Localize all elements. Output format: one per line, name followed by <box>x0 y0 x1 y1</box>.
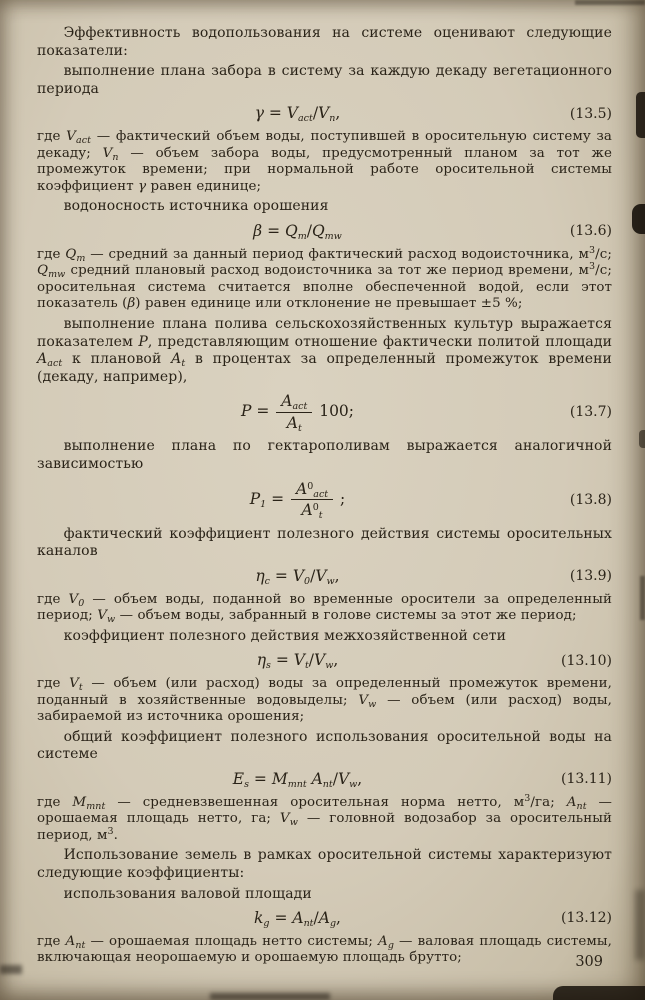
formula-block <box>37 480 612 520</box>
variable: Q <box>37 263 49 279</box>
subscript: act <box>292 401 308 413</box>
variable: M <box>72 794 87 810</box>
text-run: водоносность источника орошения <box>63 198 329 215</box>
text-run: в процентах за определенный промежуток времени (декаду, например), <box>37 351 612 385</box>
variable: V <box>279 811 290 827</box>
formula-expression <box>37 392 558 432</box>
variable: V <box>66 128 76 144</box>
text-run: , <box>336 909 341 928</box>
subscript: c <box>264 576 270 588</box>
subscript: 1 <box>260 498 267 510</box>
subscript: 0 <box>304 576 311 588</box>
formula-number: (13.11) <box>560 771 612 788</box>
text-run: где <box>37 246 66 262</box>
subscript: act <box>298 113 313 125</box>
paragraph <box>37 592 612 625</box>
variable: A <box>318 909 330 928</box>
subscript: act <box>47 358 63 370</box>
variable: k <box>254 909 264 928</box>
paragraph <box>37 63 612 98</box>
scan-artifact <box>632 204 645 234</box>
subscript: n <box>329 113 336 125</box>
scan-artifact <box>0 965 22 974</box>
variable: V <box>97 608 108 624</box>
subscript: w <box>326 576 335 588</box>
subscript: act <box>313 488 329 500</box>
variable: Q <box>284 221 298 240</box>
variable: A <box>65 933 76 949</box>
subscript: m <box>76 252 86 264</box>
formula-block <box>37 104 612 123</box>
page-content <box>37 22 612 967</box>
paragraph <box>37 244 612 313</box>
text-run: — объем забора воды, предусмотренный планом за тот же промежуток времени; при нормальной работе оросительной системы коэффициент <box>37 145 612 194</box>
paragraph <box>37 526 612 561</box>
variable: V <box>358 692 369 708</box>
subscript: mw <box>48 269 66 281</box>
text-run: = <box>266 489 290 508</box>
text-run: — валовая площадь системы, включающая неорошаемую и орошаемую площадь брутто; <box>37 933 612 966</box>
formula-block <box>37 222 612 241</box>
paragraph <box>37 628 612 646</box>
paragraph <box>37 792 613 845</box>
text-run: — объем (или расход) воды, забираемой из источника орошения; <box>37 692 612 725</box>
text-run: — объем воды, поданной во временные оросители за определенный период; <box>37 591 612 624</box>
subscript: g <box>329 918 337 930</box>
formula-expression <box>37 480 558 520</box>
formula-expression <box>37 909 558 928</box>
paragraph <box>37 316 612 386</box>
subscript: nt <box>322 778 333 790</box>
superscript: 3 <box>589 261 596 273</box>
variable: η <box>255 567 265 586</box>
text-run: где <box>37 591 69 607</box>
variable: V <box>315 567 327 586</box>
variable: V <box>318 104 330 123</box>
superscript: 0 <box>307 480 314 492</box>
text-run: общий коэффициент полезного использования оросительной воды на системе <box>37 728 612 763</box>
subscript: t <box>318 510 323 522</box>
formula-expression <box>37 222 558 241</box>
variable: V <box>292 567 305 586</box>
subscript: g <box>263 918 270 930</box>
text-run: , <box>333 651 339 670</box>
fraction-denominator <box>291 500 333 520</box>
text-run: , <box>334 567 340 586</box>
superscript: 3 <box>107 825 114 837</box>
variable: V <box>102 145 113 161</box>
variable: β <box>127 296 136 312</box>
formula-block <box>37 392 612 432</box>
subscript: s <box>266 660 271 672</box>
paragraph <box>37 676 612 726</box>
variable: Q <box>311 221 325 240</box>
fraction-numerator <box>276 392 312 413</box>
text-run: — средний за данный период фактический расход водоисточника, м <box>85 246 590 262</box>
paragraph <box>37 729 612 764</box>
formula-block <box>37 567 612 586</box>
page-number: 309 <box>575 954 603 970</box>
subscript: mnt <box>86 800 106 812</box>
text-run: — орошаемая площадь нетто системы; <box>85 933 379 949</box>
variable: η <box>256 651 266 670</box>
variable: A <box>311 769 323 788</box>
variable: M <box>271 769 288 788</box>
text-run: равен единице; <box>146 178 262 194</box>
paragraph <box>37 934 612 967</box>
subscript: g <box>387 939 395 951</box>
variable: A <box>281 392 293 411</box>
text-run: /с; оросительная система считается вполне обеспеченной водой, если этот показатель ( <box>37 263 612 312</box>
subscript: nt <box>576 800 587 812</box>
variable: A <box>292 909 304 928</box>
subscript: nt <box>303 918 314 930</box>
text-run: — фактический объем воды, поступившей в оросительную систему за декаду; <box>37 128 612 161</box>
text-run: , <box>335 104 341 123</box>
formula-number: (13.5) <box>569 105 612 122</box>
formula-number: (13.12) <box>560 910 612 927</box>
text-run: / <box>306 221 312 240</box>
text-run: = <box>269 909 293 928</box>
paragraph <box>37 129 612 195</box>
text-run: /с; <box>595 246 612 262</box>
text-run: = <box>251 402 275 421</box>
subscript: t <box>78 682 83 693</box>
text-run: — объем воды, забранный в голове системы за этот же период; <box>115 608 577 624</box>
formula-expression <box>37 651 558 670</box>
subscript: n <box>112 151 119 163</box>
variable: P <box>138 333 148 350</box>
paragraph <box>37 438 612 473</box>
subscript: w <box>107 614 116 626</box>
text-run: = <box>263 104 287 123</box>
scan-artifact <box>635 890 645 960</box>
superscript: 0 <box>312 502 319 514</box>
scan-artifact <box>639 430 645 448</box>
variable: A <box>296 479 308 498</box>
formula-expression <box>37 567 558 586</box>
variable: V <box>314 651 326 670</box>
text-run: где <box>37 794 73 810</box>
subscript: t <box>181 358 186 370</box>
text-run: / <box>312 104 319 123</box>
text-run: выполнение плана по гектарополивам выражается аналогичной зависимостью <box>37 438 612 473</box>
variable: A <box>378 933 388 949</box>
fraction <box>276 392 312 432</box>
fraction <box>291 480 333 520</box>
text-run: /га; <box>530 794 567 810</box>
variable: A <box>566 794 577 810</box>
text-run: / <box>313 909 319 928</box>
scan-artifact <box>575 0 645 5</box>
variable: V <box>68 591 79 607</box>
fraction-denominator <box>276 413 312 433</box>
text-run: где <box>37 128 67 144</box>
variable: A <box>301 501 313 520</box>
variable: β <box>253 221 263 240</box>
formula-expression <box>37 770 558 789</box>
scan-artifact <box>640 576 645 620</box>
variable: P <box>249 489 261 508</box>
text-run: / <box>310 567 316 586</box>
variable: Q <box>65 246 77 262</box>
text-run: = <box>270 567 293 586</box>
variable: E <box>232 769 245 788</box>
formula-block <box>37 770 612 789</box>
scan-artifact <box>636 92 645 138</box>
subscript: nt <box>75 939 86 951</box>
variable: γ <box>138 178 147 194</box>
formula-block <box>37 909 612 928</box>
variable: V <box>337 769 350 788</box>
paragraph <box>37 198 612 216</box>
text-run: — орошаемая площадь нетто, га; <box>37 794 612 827</box>
formula-number: (13.7) <box>569 404 612 421</box>
text-run: — объем (или расход) воды за определенный промежуток времени, поданный в хозяйственные водовыделы; <box>37 676 613 708</box>
variable: V <box>69 676 79 691</box>
superscript: 3 <box>524 792 531 804</box>
text-run: где <box>37 933 66 949</box>
text-run: / <box>308 651 314 670</box>
text-run: ) равен единице или отклонение не превышает ±5 %; <box>135 296 523 312</box>
text-run: — головной водозабор за оросительный период, м <box>37 811 613 843</box>
subscript: w <box>349 778 358 790</box>
formula-number: (13.6) <box>569 223 612 240</box>
subscript: 0 <box>78 597 85 609</box>
subscript: mw <box>324 230 342 242</box>
subscript: act <box>75 134 92 146</box>
text-run: , <box>357 769 363 788</box>
variable: P <box>240 402 252 421</box>
variable: A <box>37 351 48 368</box>
subscript: w <box>325 660 334 672</box>
text-run: к плановой <box>62 351 172 368</box>
text-run: фактический коэффициент полезного действия системы оросительных каналов <box>37 525 612 560</box>
variable: V <box>293 651 305 670</box>
scan-artifact <box>210 993 330 1000</box>
text-run: Использование земель в рамках оросительной системы характеризуют следующие коэффициенты: <box>37 847 612 881</box>
text-run: 100; <box>314 402 355 421</box>
paragraph <box>37 847 612 882</box>
text-run: использования валовой площади <box>63 885 312 902</box>
subscript: m <box>297 230 307 242</box>
formula-number: (13.9) <box>569 568 612 585</box>
text-run: выполнение плана забора в систему за каждую декаду вегетационного периода <box>37 63 612 97</box>
scan-artifact <box>553 986 645 1000</box>
text-run: = <box>248 769 272 788</box>
subscript: w <box>368 698 377 710</box>
subscript: s <box>244 778 249 790</box>
text-run: Эффективность водопользования на системе оценивают следующие показатели: <box>37 25 612 59</box>
text-run: = <box>270 651 294 670</box>
variable: A <box>286 413 298 432</box>
text-run: . <box>113 827 118 843</box>
text-run: , представляющим отношение фактически политой площади <box>147 333 612 350</box>
paragraph <box>37 886 612 904</box>
paragraph <box>37 25 612 60</box>
formula-number: (13.10) <box>560 652 612 669</box>
text-run: выполнение плана полива сельскохозяйственных культур выражается показателем <box>37 315 612 350</box>
variable: A <box>171 351 182 368</box>
text-run: — средневзвешенная оросительная норма нетто, м <box>105 794 525 810</box>
text-run: / <box>332 769 338 788</box>
text-run: = <box>262 221 285 240</box>
formula-expression <box>37 104 558 123</box>
subscript: w <box>289 817 298 829</box>
fraction-numerator <box>291 480 333 501</box>
text-run: где <box>37 676 70 691</box>
superscript: 3 <box>589 244 596 256</box>
variable: γ <box>254 104 264 123</box>
subscript: t <box>297 422 302 434</box>
formula-block <box>37 651 612 670</box>
subscript: mnt <box>287 778 307 790</box>
text-run: ; <box>335 489 346 508</box>
text-run: коэффициент полезного действия межхозяйственной сети <box>63 627 507 644</box>
text-run: средний плановый расход водоисточника за тот же период времени, м <box>65 263 590 279</box>
subscript: t <box>304 660 309 672</box>
variable: V <box>286 104 298 123</box>
formula-number: (13.8) <box>569 491 612 508</box>
